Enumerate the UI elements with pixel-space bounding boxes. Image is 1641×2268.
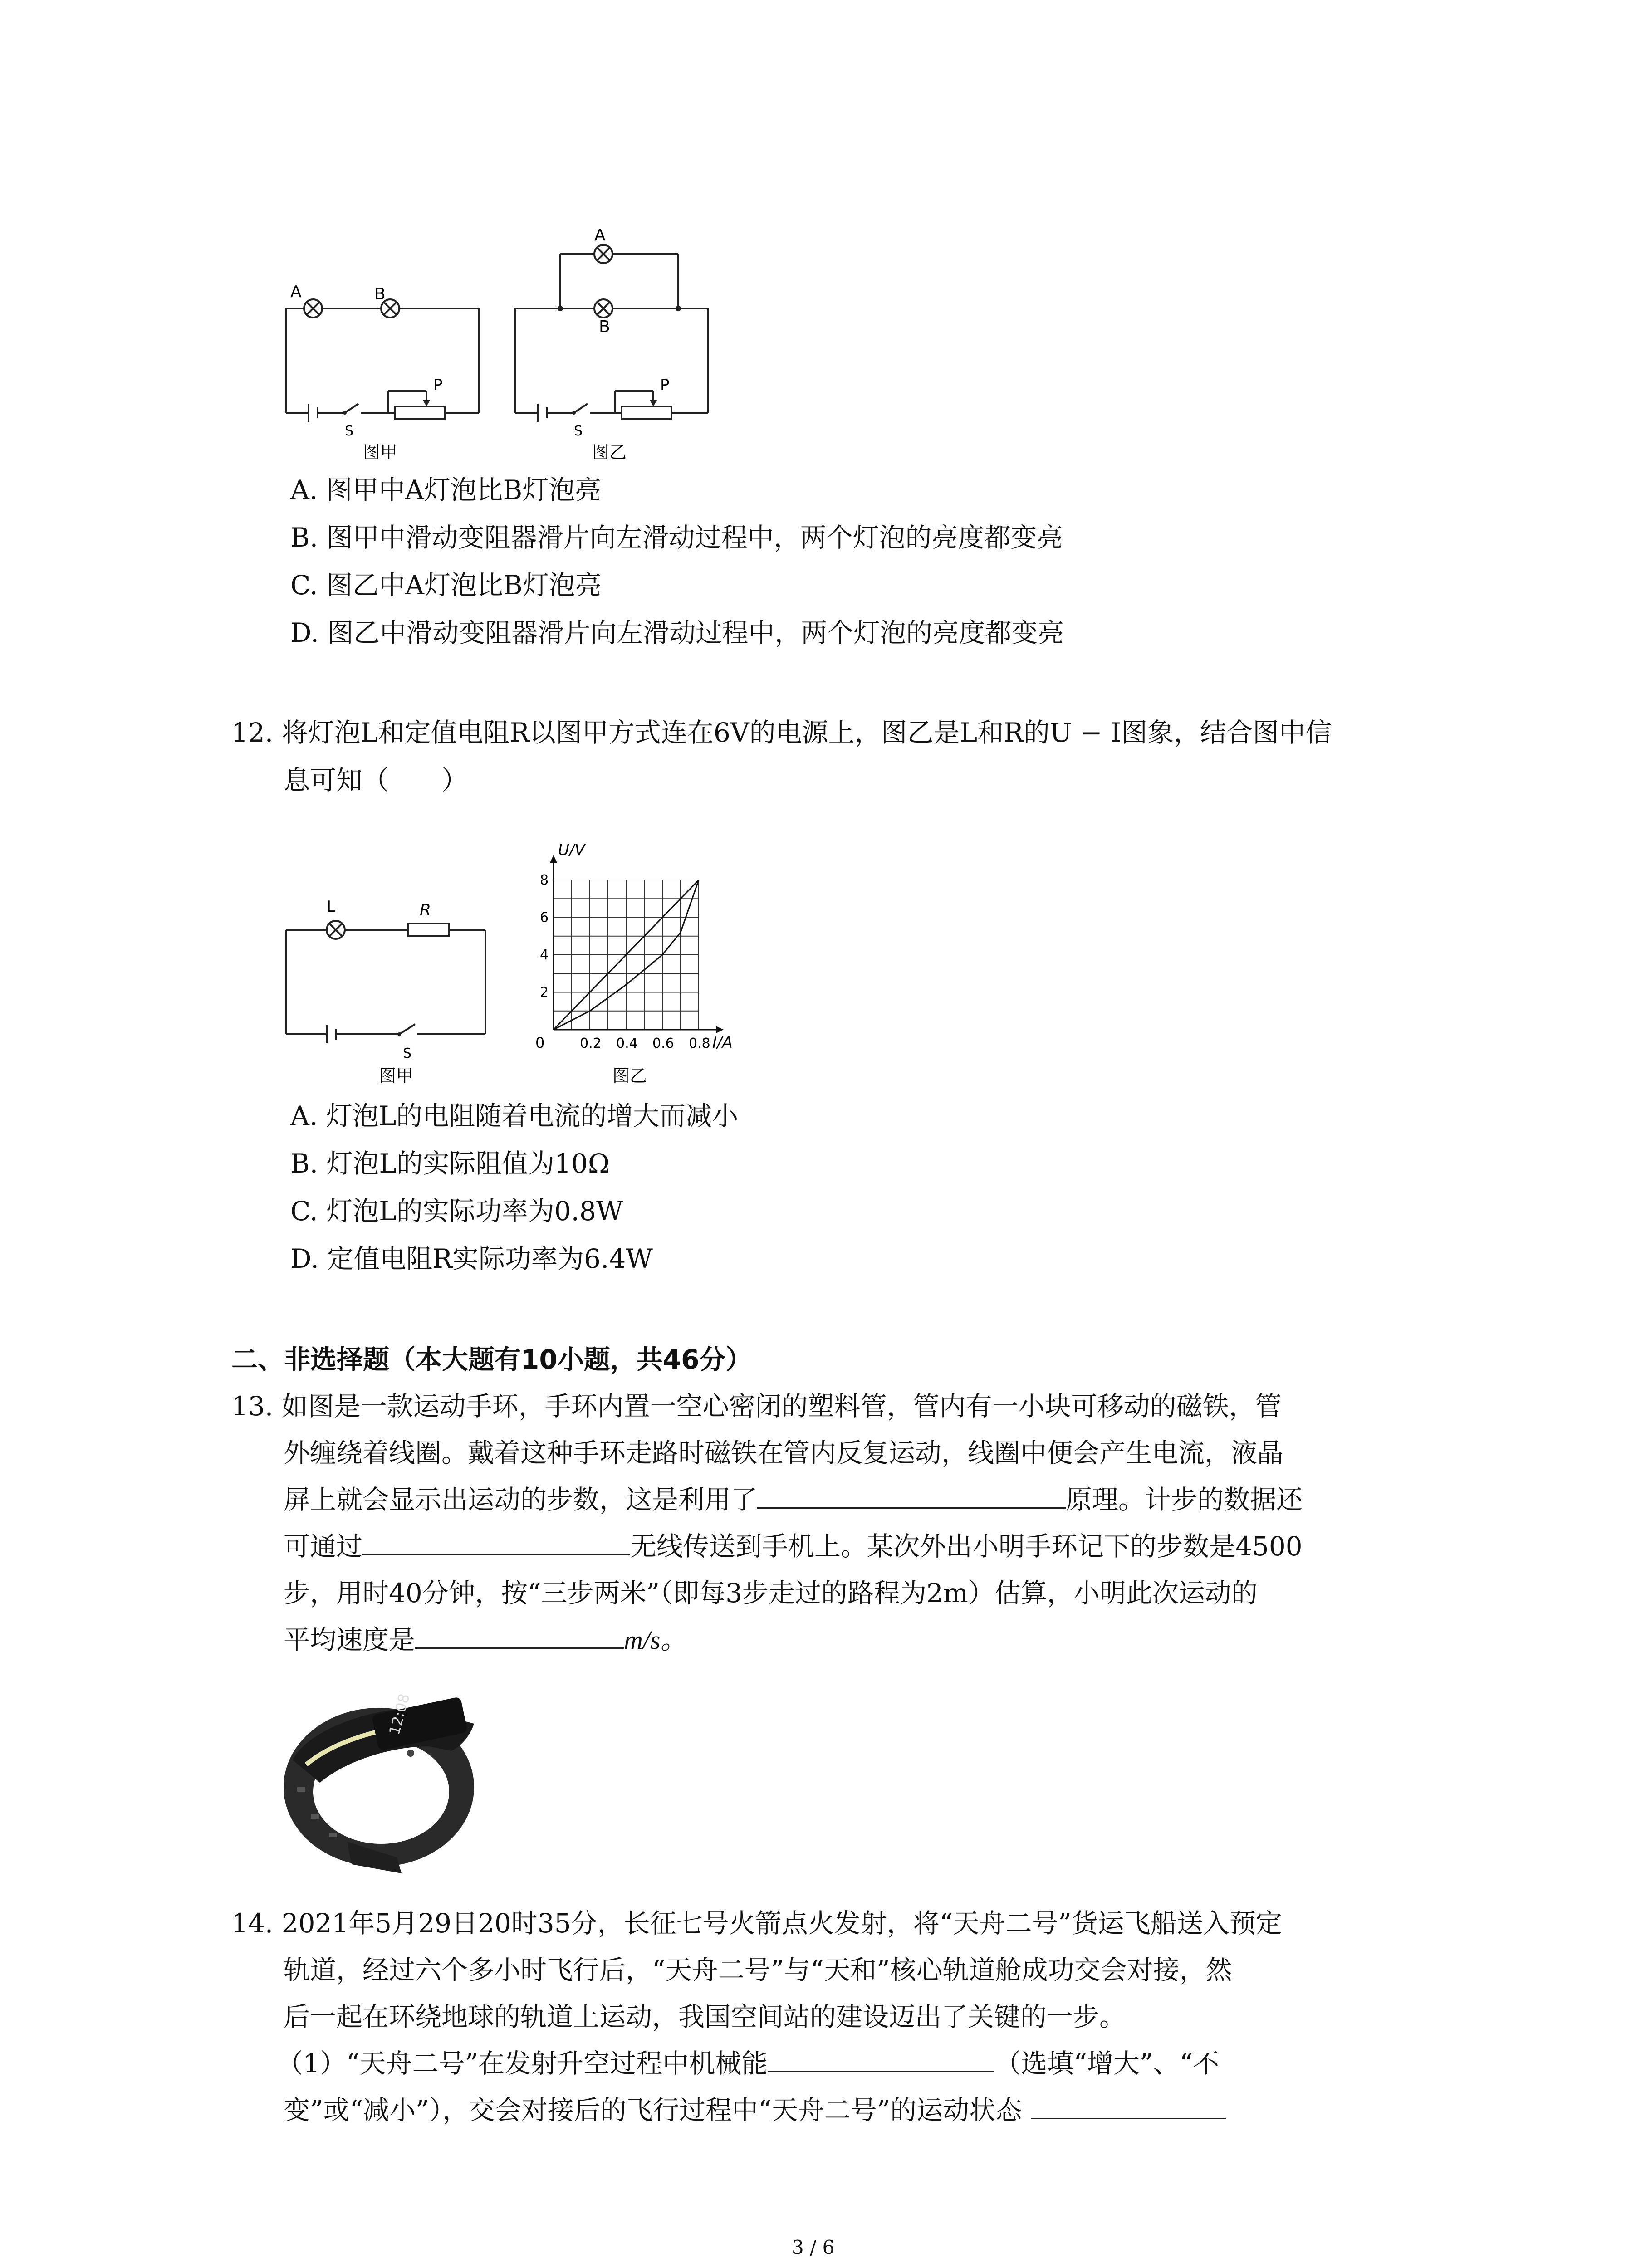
- y-tick-label: 8: [540, 872, 549, 888]
- q12-option-c: C. 灯泡L的实际功率为0.8W: [290, 1196, 623, 1227]
- q11-circuit-yi: [504, 227, 721, 463]
- page-number: 3 / 6: [792, 2236, 835, 2258]
- q12-yi-caption: 图乙: [612, 1066, 647, 1086]
- y-axis-arrow: [550, 855, 557, 863]
- chart-origin-label: 0: [535, 1034, 545, 1051]
- q11-jia-lamp-a-label: A: [290, 283, 302, 301]
- q13-line5: 步，用时40分钟，按“三步两米”（即每3步走过的路程为2m）估算，小明此次运动的: [284, 1578, 1258, 1608]
- q14-line1: 14. 2021年5月29日20时35分，长征七号火箭点火发射，将“天舟二号”货运飞船送入预定: [231, 1908, 1282, 1939]
- q11-jia-lamp-b-label: B: [374, 285, 386, 303]
- x-axis-arrow: [716, 1026, 724, 1033]
- q13-blank-speed[interactable]: [415, 1624, 624, 1649]
- q11-yi-slider-label: P: [660, 376, 670, 394]
- q14-blank-motion-state[interactable]: [1031, 2094, 1226, 2119]
- y-tick-label: 2: [540, 984, 549, 1001]
- q13-line3: [284, 1484, 1303, 1515]
- chart-ylabel: U/V: [558, 841, 585, 859]
- q14-line5-text: 变”或“减小”），交会对接后的飞行过程中“天舟二号”的运动状态: [284, 2095, 1022, 2126]
- q13-line6: [284, 1624, 687, 1656]
- x-tick-label: 0.4: [616, 1036, 638, 1051]
- q13-line4-text-b: 无线传送到手机上。某次外出小明手环记下的步数是4500: [630, 1531, 1303, 1562]
- x-tick-label: 0.8: [689, 1036, 710, 1051]
- q11-jia-caption: 图甲: [363, 442, 398, 462]
- q11-circuit-jia: [272, 272, 490, 463]
- q12-jia-caption: 图甲: [379, 1066, 414, 1086]
- q13-line6-text-a: 平均速度是: [284, 1624, 416, 1655]
- chart-xlabel: I/A: [712, 1034, 733, 1052]
- x-tick-label: 0.2: [580, 1036, 602, 1051]
- q12-circuit-jia: [277, 889, 495, 1107]
- q13-line4: [284, 1530, 1303, 1562]
- q11-option-d: D. 图乙中滑动变阻器滑片向左滑动过程中，两个灯泡的亮度都变亮: [290, 617, 1064, 648]
- band-screen-time: 12:08: [385, 1691, 413, 1737]
- q12-lamp-label: L: [327, 898, 335, 916]
- q12-switch-label: S: [403, 1046, 412, 1061]
- y-tick-label: 6: [540, 909, 549, 926]
- q13-line2: 外缠绕着线圈。戴着这种手环走路时磁铁在管内反复运动，线圈中便会产生电流，液晶: [284, 1437, 1284, 1468]
- q11-option-b: B. 图甲中滑动变阻器滑片向左滑动过程中，两个灯泡的亮度都变亮: [290, 522, 1063, 553]
- section-title: 二、非选择题（本大题有10小题，共46分）: [231, 1344, 752, 1375]
- q14-line2: 轨道，经过六个多小时飞行后，“天舟二号”与“天和”核心轨道舱成功交会对接，然: [284, 1955, 1232, 1985]
- q13-line3-text-b: 原理。计步的数据还: [1066, 1484, 1303, 1515]
- q14-line4-text-a: （1）“天舟二号”在发射升空过程中机械能: [277, 2048, 768, 2079]
- q12-stem-line2: 息可知（ ）: [284, 765, 468, 796]
- fitness-band-image: [279, 1678, 488, 1878]
- q12-option-d: D. 定值电阻R实际功率为6.4W: [290, 1243, 653, 1274]
- q13-blank-principle[interactable]: [757, 1484, 1066, 1509]
- q14-line4-text-b: （选填“增大”、“不: [994, 2048, 1220, 2079]
- y-tick-label: 4: [540, 947, 549, 963]
- q12-option-a: A. 灯泡L的电阻随着电流的增大而减小: [290, 1100, 739, 1131]
- q13-line4-text-a: 可通过: [284, 1531, 363, 1562]
- q13-line1: 13. 如图是一款运动手环，手环内置一空心密闭的塑料管，管内有一小块可移动的磁铁，管: [231, 1391, 1282, 1422]
- q14-line3: 后一起在环绕地球的轨道上运动，我国空间站的建设迈出了关键的一步。: [284, 2001, 1126, 2032]
- q12-resistor-label: R: [420, 901, 431, 919]
- q13-blank-transfer[interactable]: [362, 1530, 630, 1555]
- q14-line4: [277, 2048, 1219, 2079]
- q11-option-a: A. 图甲中A灯泡比B灯泡亮: [290, 474, 602, 505]
- q11-yi-caption: 图乙: [592, 442, 627, 462]
- q12-option-b: B. 灯泡L的实际阻值为10Ω: [290, 1148, 610, 1179]
- q14-line5: [284, 2094, 1226, 2126]
- q14-blank-mechanical-energy[interactable]: [768, 2048, 994, 2072]
- q11-jia-switch-label: S: [345, 423, 354, 439]
- q12-ui-chart: [522, 835, 749, 1107]
- q13-line6-unit: m/s。: [624, 1625, 687, 1655]
- q11-yi-lamp-b-label: B: [599, 318, 610, 336]
- q12-stem-line1: 12. 将灯泡L和定值电阻R以图甲方式连在6V的电源上，图乙是L和R的U − I图象，结合图中信: [231, 717, 1332, 748]
- q11-jia-slider-label: P: [433, 376, 443, 394]
- q13-line3-text-a: 屏上就会显示出运动的步数，这是利用了: [284, 1484, 758, 1515]
- q11-option-c: C. 图乙中A灯泡比B灯泡亮: [290, 570, 602, 601]
- q11-yi-lamp-a-label: A: [594, 227, 606, 244]
- q11-yi-switch-label: S: [574, 423, 583, 439]
- x-tick-label: 0.6: [652, 1036, 674, 1051]
